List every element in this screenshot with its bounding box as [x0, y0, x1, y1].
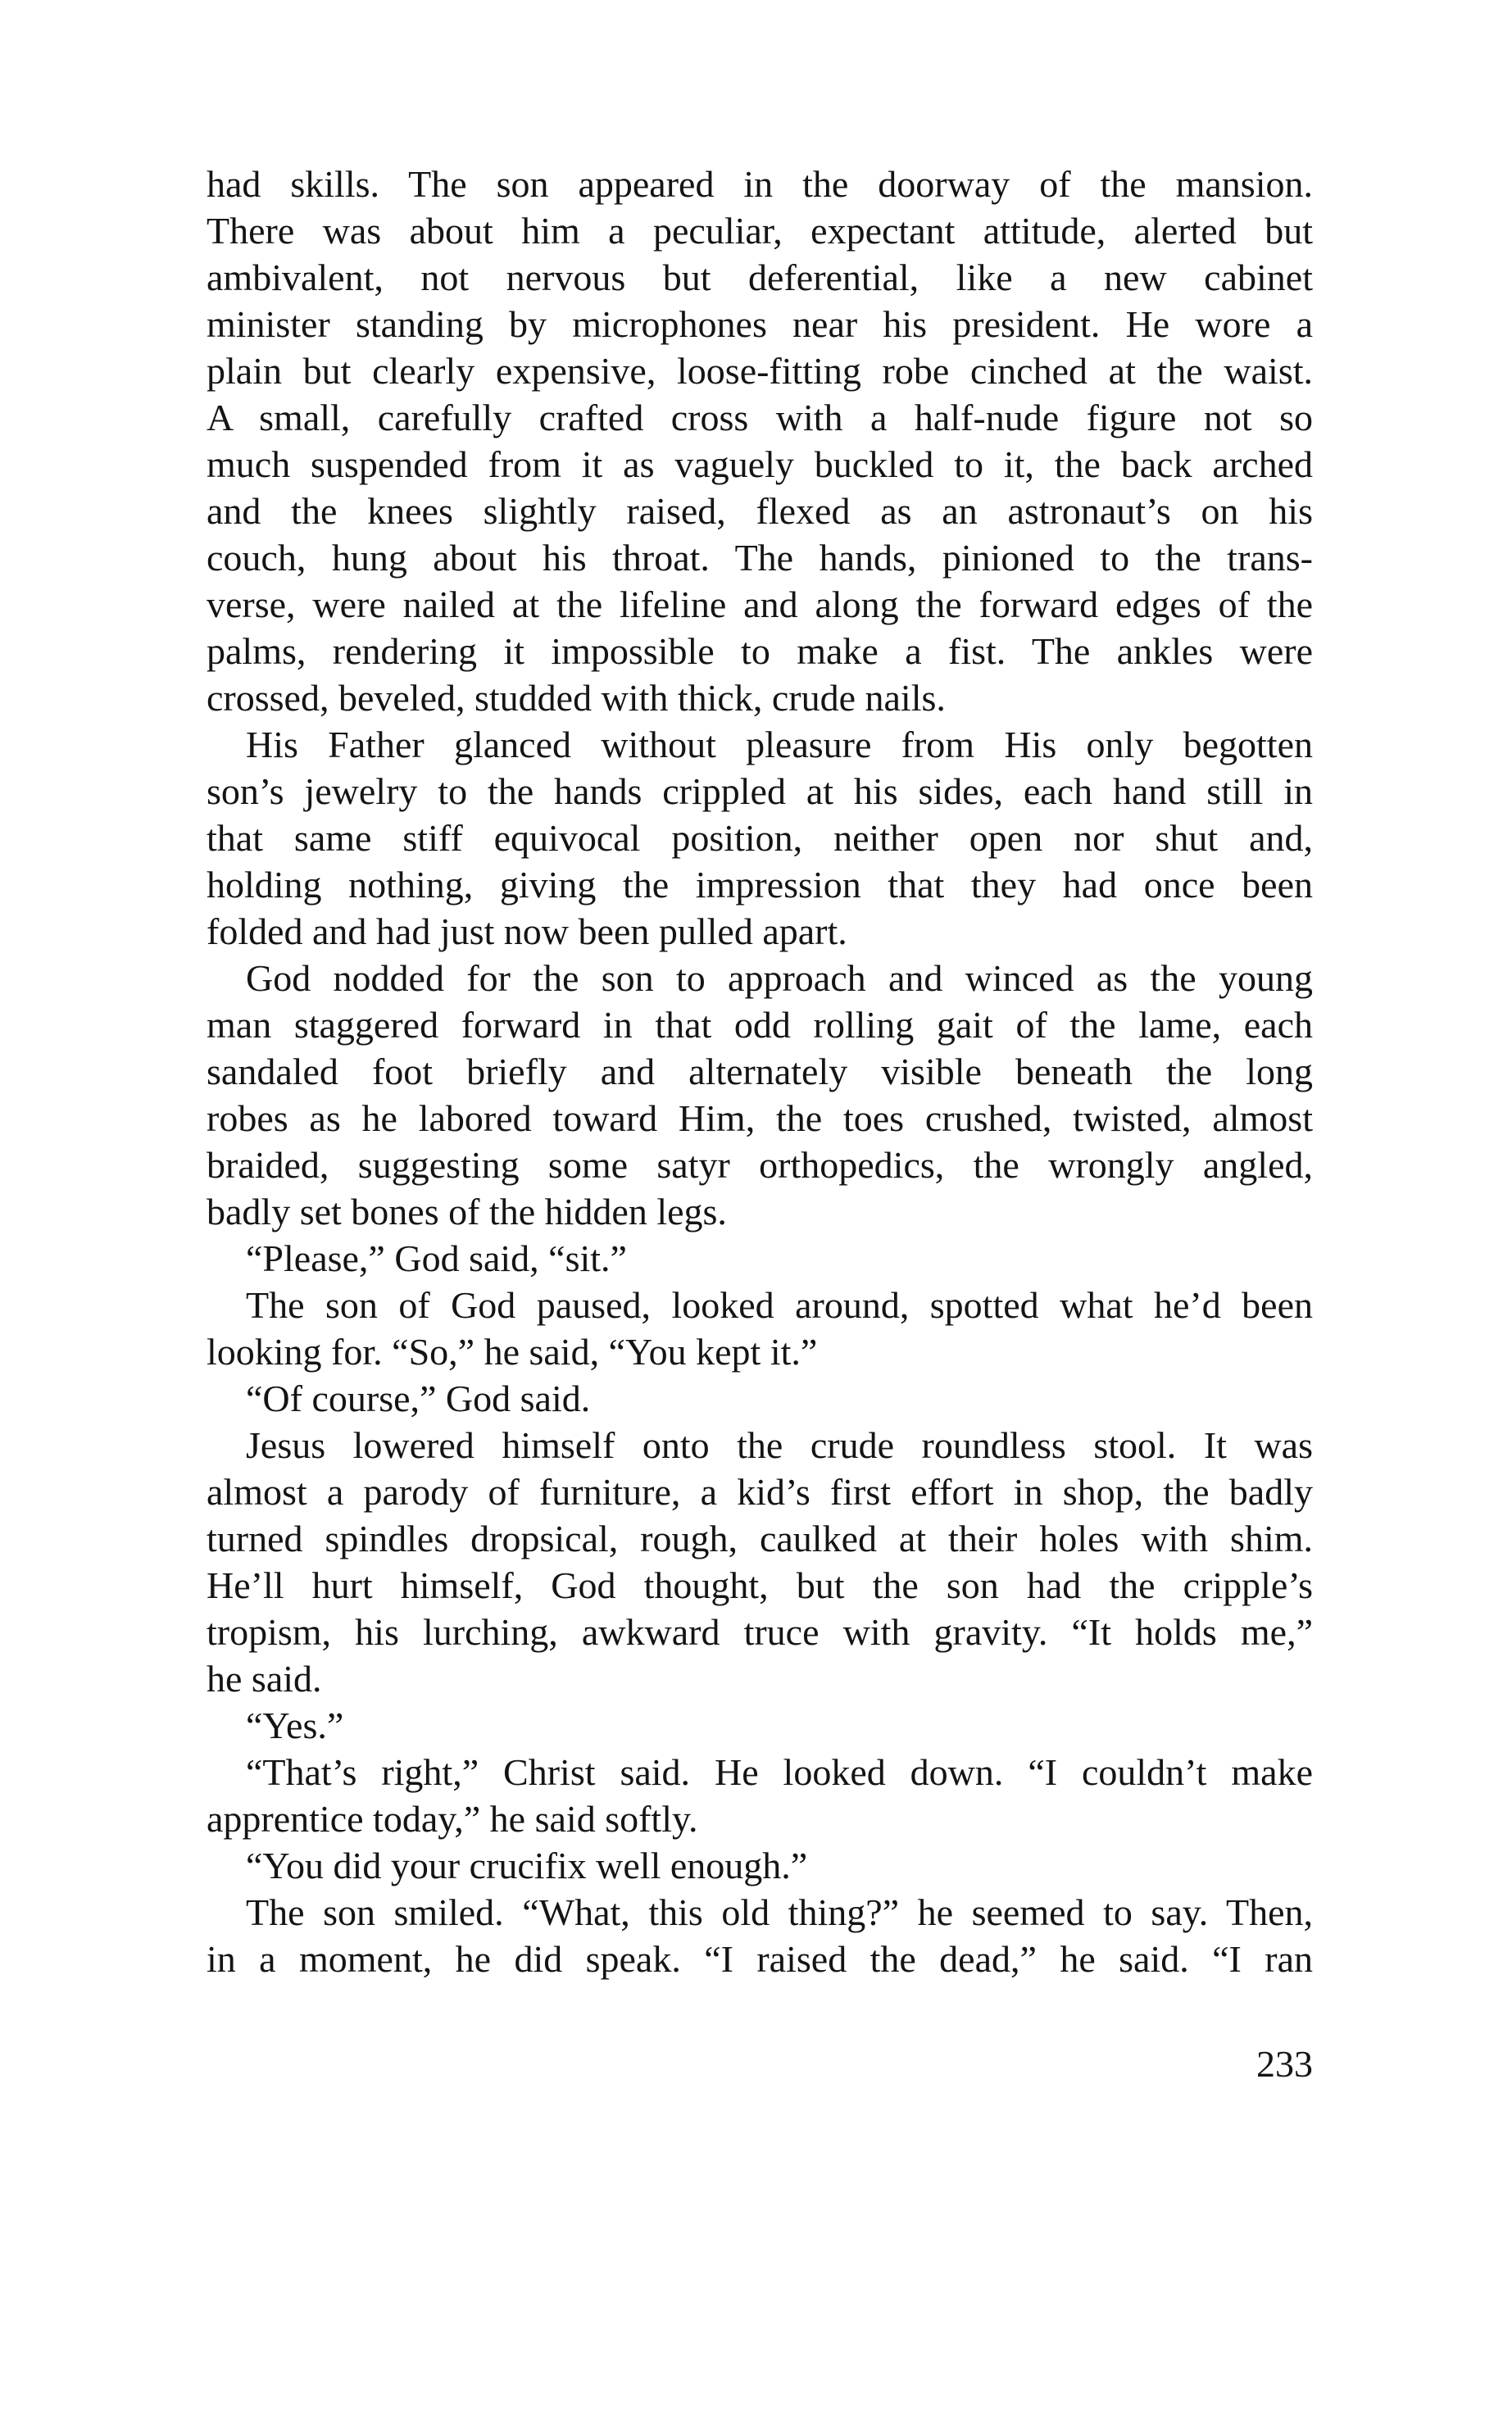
- text-line: son’s jewelry to the hands crippled at his sides, each hand still in: [207, 770, 1313, 812]
- text-line: “You did your crucifix well enough.”: [246, 1845, 808, 1886]
- text-line: almost a parody of furniture, a kid’s first effort in shop, the badly: [207, 1471, 1313, 1513]
- text-line: The son of God paused, looked around, spotted what he’d been: [246, 1284, 1313, 1326]
- text-line: much suspended from it as vaguely buckled to it, the back arched: [207, 443, 1313, 485]
- text-line: braided, suggesting some satyr orthopedics, the wrongly angled,: [207, 1144, 1313, 1186]
- text-line: There was about him a peculiar, expectant attitude, alerted but: [207, 210, 1313, 252]
- text-line: Jesus lowered himself onto the crude roundless stool. It was: [246, 1424, 1313, 1466]
- text-line: looking for. “So,” he said, “You kept it.”: [207, 1331, 818, 1373]
- text-line: plain but clearly expensive, loose-fitting robe cinched at the waist.: [207, 350, 1313, 392]
- text-line: robes as he labored toward Him, the toes crushed, twisted, almost: [207, 1097, 1313, 1139]
- text-line: palms, rendering it impossible to make a fist. The ankles were: [207, 630, 1313, 672]
- text-line: “That’s right,” Christ said. He looked down. “I couldn’t make: [246, 1751, 1313, 1793]
- text-line: ambivalent, not nervous but deferential, like a new cabinet: [207, 256, 1313, 298]
- text-line: in a moment, he did speak. “I raised the dead,” he said. “I ran: [207, 1938, 1313, 1980]
- text-line: badly set bones of the hidden legs.: [207, 1191, 727, 1232]
- text-line: “Please,” God said, “sit.”: [246, 1237, 627, 1279]
- text-line: God nodded for the son to approach and winced as the young: [246, 957, 1313, 999]
- body-text: [207, 161, 1313, 1982]
- text-line: that same stiff equivocal position, neither open nor shut and,: [207, 817, 1313, 859]
- text-line: The son smiled. “What, this old thing?” he seemed to say. Then,: [246, 1891, 1313, 1933]
- text-line: “Of course,” God said.: [246, 1378, 591, 1419]
- text-line: verse, were nailed at the lifeline and along the forward edges of the: [207, 583, 1313, 625]
- text-line: tropism, his lurching, awkward truce with gravity. “It holds me,”: [207, 1611, 1313, 1653]
- text-line: and the knees slightly raised, flexed as an astronaut’s on his: [207, 490, 1313, 532]
- page-number: 233: [1256, 2043, 1313, 2085]
- text-line: had skills. The son appeared in the doorway of the mansion.: [207, 163, 1313, 205]
- text-line: His Father glanced without pleasure from His only begotten: [246, 724, 1313, 765]
- text-line: apprentice today,” he said softly.: [207, 1798, 698, 1840]
- text-line: crossed, beveled, studded with thick, crude nails.: [207, 677, 946, 719]
- text-line: couch, hung about his throat. The hands, pinioned to the trans-: [207, 537, 1313, 579]
- text-line: minister standing by microphones near his president. He wore a: [207, 303, 1313, 345]
- text-line: man staggered forward in that odd rolling gait of the lame, each: [207, 1004, 1313, 1046]
- text-line: holding nothing, giving the impression that they had once been: [207, 864, 1313, 906]
- text-line: A small, carefully crafted cross with a half-nude figure not so: [207, 397, 1313, 438]
- text-line: turned spindles dropsical, rough, caulked at their holes with shim.: [207, 1518, 1313, 1559]
- text-line: he said.: [207, 1658, 322, 1700]
- text-line: sandaled foot briefly and alternately visible beneath the long: [207, 1051, 1313, 1092]
- text-line: He’ll hurt himself, God thought, but the son had the cripple’s: [207, 1564, 1313, 1606]
- text-line: “Yes.”: [246, 1705, 344, 1746]
- text-line: folded and had just now been pulled apart.: [207, 910, 847, 952]
